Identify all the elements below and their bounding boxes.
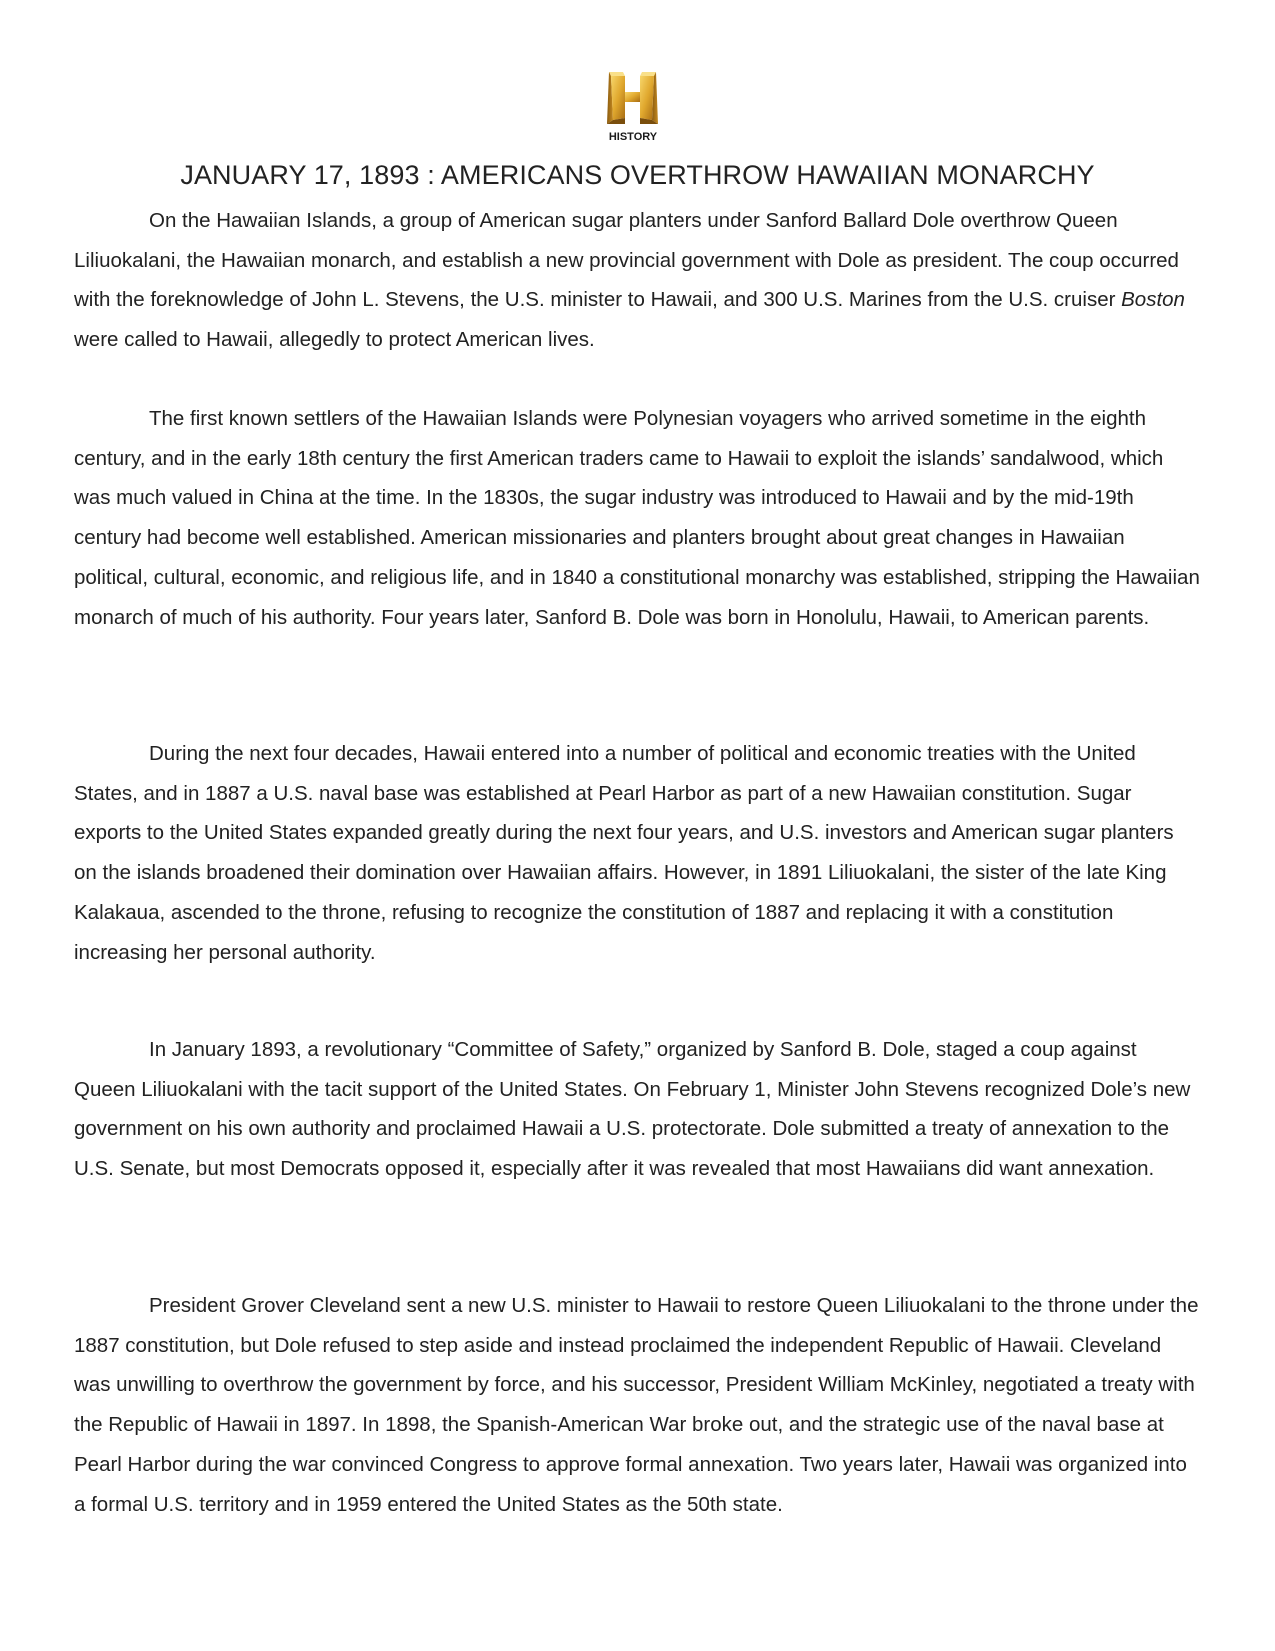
ship-name: Boston <box>1121 288 1185 312</box>
paragraph-1-text-b: were called to Hawaii, allegedly to protect American lives. <box>74 328 595 352</box>
paragraph-2: The first known settlers of the Hawaiian Islands were Polynesian voyagers who arrived sometime in the eighth century, and in the early 18th century the first American traders came to Hawaii to exploit the islands’ sandalwood, which was much valued in China at the time. In the 1830s, the sugar industry was introduced to Hawaii and by the mid-19th century had become well established. American missionaries and planters brought about great changes in Hawaiian political, cultural, economic, and religious life, and in 1840 a constitutional monarchy was established, stripping the Hawaiian monarch of much of his authority. Four years later, Sanford B. Dole was born in Honolulu, Hawaii, to American parents. <box>74 407 1200 629</box>
history-logo-icon <box>598 70 668 146</box>
paragraph-3: During the next four decades, Hawaii entered into a number of political and economic treaties with the United States, and in 1887 a U.S. naval base was established at Pearl Harbor as part of a new Hawaiian constitution. Sugar exports to the United States expanded greatly during the next four years, and U.S. investors and American sugar planters on the islands broadened their domination over Hawaiian affairs. However, in 1891 Liliuokalani, the sister of the late King Kalakaua, ascended to the throne, refusing to recognize the constitution of 1887 and replacing it with a constitution increasing her personal authority. <box>74 742 1174 964</box>
paragraph-5: President Grover Cleveland sent a new U.S. minister to Hawaii to restore Queen Liliuokalani to the throne under the 1887 constitution, but Dole refused to step aside and instead proclaimed the independent Republic of Hawaii. Cleveland was unwilling to overthrow the government by force, and his successor, President William McKinley, negotiated a treaty with the Republic of Hawaii in 1897. In 1898, the Spanish-American War broke out, and the strategic use of the naval base at Pearl Harbor during the war convinced Congress to approve formal annexation. Two years later, Hawaii was organized into a formal U.S. territory and in 1959 entered the United States as the 50th state. <box>74 1294 1199 1516</box>
article-title: JANUARY 17, 1893 : AMERICANS OVERTHROW HAWAIIAN MONARCHY <box>180 160 1095 190</box>
paragraph-1 <box>74 201 1202 360</box>
history-wordmark: HISTORY <box>608 131 658 143</box>
paragraph-1-text-a: On the Hawaiian Islands, a group of American sugar planters under Sanford Ballard Dole overthrow Queen Liliuokalani, the Hawaiian monarch, and establish a new provincial government with Dole as president. The coup occurred with the foreknowledge of John L. Stevens, the U.S. minister to Hawaii, and 300 U.S. Marines from the U.S. cruiser <box>74 209 1179 312</box>
paragraph-4: In January 1893, a revolutionary “Committee of Safety,” organized by Sanford B. Dole, staged a coup against Queen Liliuokalani with the tacit support of the United States. On February 1, Minister John Stevens recognized Dole’s new government on his own authority and proclaimed Hawaii a U.S. protectorate. Dole submitted a treaty of annexation to the U.S. Senate, but most Democrats opposed it, especially after it was revealed that most Hawaiians did want annexation. <box>74 1038 1191 1181</box>
